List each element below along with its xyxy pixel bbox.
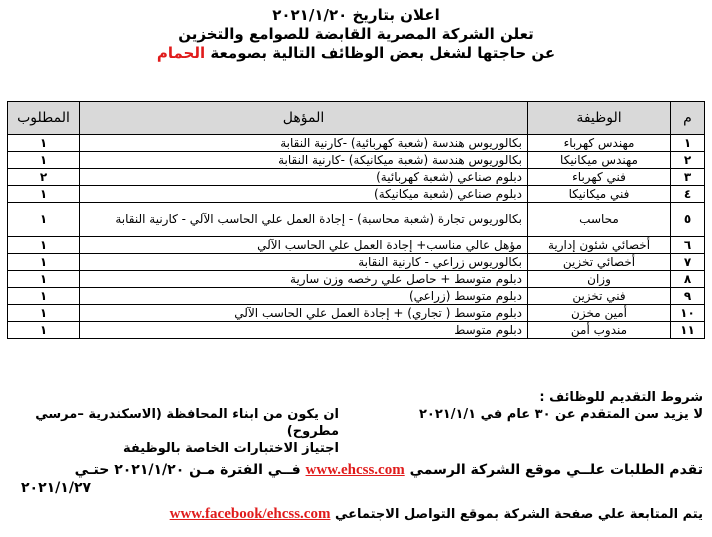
table-row — [8, 135, 705, 152]
header-qualification: المؤهل — [80, 102, 528, 135]
apply-prefix: تقدم الطلبات علــي موقع الشركة الرسمي — [409, 462, 703, 478]
row-qualification: مؤهل عالي مناسب+ إجادة العمل علي الحاسب الآلي — [80, 237, 528, 254]
row-num: ٤ — [671, 186, 705, 203]
age-condition: لا يزيد سن المتقدم عن ٣٠ عام في ٢٠٢١/١/١ — [418, 407, 703, 422]
row-job: مهندس ميكانيكا — [528, 152, 671, 169]
follow-instructions — [9, 506, 703, 523]
row-required: ١ — [8, 135, 80, 152]
row-job: أخصائي شئون إدارية — [528, 237, 671, 254]
row-required: ٢ — [8, 169, 80, 186]
jobs-intro — [0, 44, 712, 63]
table-row — [8, 186, 705, 203]
residence-condition: ان يكون من ابناء المحافظة (الاسكندرية –مرسي مطروح) — [35, 407, 339, 439]
table-row — [8, 322, 705, 339]
row-job: محاسب — [528, 203, 671, 237]
row-num: ١ — [671, 135, 705, 152]
row-required: ١ — [8, 152, 80, 169]
row-required: ١ — [8, 271, 80, 288]
row-qualification: دبلوم متوسط (زراعي) — [80, 288, 528, 305]
row-required: ١ — [8, 288, 80, 305]
row-required: ١ — [8, 237, 80, 254]
conditions-title: شروط التقديم للوظائف : — [539, 390, 703, 405]
row-num: ١٠ — [671, 305, 705, 322]
jobs-intro-text: عن حاجتها لشغل بعض الوظائف التالية بصومعة — [210, 44, 556, 62]
row-job: مهندس كهرباء — [528, 135, 671, 152]
application-conditions — [9, 389, 703, 457]
announcement-date: اعلان بتاريخ ٢٠٢١/١/٢٠ — [272, 6, 440, 24]
row-required: ١ — [8, 305, 80, 322]
table-row — [8, 254, 705, 271]
apply-line — [9, 461, 703, 479]
row-qualification: بكالوريوس هندسة (شعبة كهربائية) -كارنية النقابة — [80, 135, 528, 152]
row-num: ٥ — [671, 203, 705, 237]
row-required: ١ — [8, 203, 80, 237]
tests-condition: اجتياز الاختبارات الخاصة بالوظيفة — [122, 441, 339, 456]
row-qualification: بكالوريوس تجارة (شعبة محاسبة) - إجادة العمل علي الحاسب الآلي - كارنية النقابة — [80, 203, 528, 237]
row-qualification: بكالوريوس هندسة (شعبة ميكانيكة) -كارنية النقابة — [80, 152, 528, 169]
row-qualification: دبلوم صناعي (شعبة كهربائية) — [80, 169, 528, 186]
silo-location: الحمام — [156, 44, 206, 62]
header-job: الوظيفة — [528, 102, 671, 135]
row-num: ١١ — [671, 322, 705, 339]
row-required: ١ — [8, 322, 80, 339]
row-job: فني كهرباء — [528, 169, 671, 186]
row-qualification: دبلوم متوسط ( تجاري) + إجادة العمل علي الحاسب الآلي — [80, 305, 528, 322]
table-row — [8, 305, 705, 322]
table-row — [8, 288, 705, 305]
row-required: ١ — [8, 186, 80, 203]
row-job: فني تخزين — [528, 288, 671, 305]
jobs-table — [7, 101, 705, 339]
apply-end-date: ٢٠٢١/١/٢٧ — [21, 480, 92, 496]
row-required: ١ — [8, 254, 80, 271]
apply-instructions — [9, 461, 703, 497]
conditions-row-2 — [9, 440, 703, 457]
row-job: مندوب أمن — [528, 322, 671, 339]
row-job: أمين مخزن — [528, 305, 671, 322]
announcement-heading — [0, 6, 712, 63]
conditions-row — [9, 406, 703, 440]
row-num: ٨ — [671, 271, 705, 288]
header-required: المطلوب — [8, 102, 80, 135]
table-row — [8, 237, 705, 254]
row-qualification: بكالوريوس زراعي - كارنية النقابة — [80, 254, 528, 271]
row-qualification: دبلوم متوسط + حاصل علي رخصه وزن سارية — [80, 271, 528, 288]
row-num: ٣ — [671, 169, 705, 186]
header-num: م — [671, 102, 705, 135]
row-job: وزان — [528, 271, 671, 288]
row-qualification: دبلوم صناعي (شعبة ميكانيكة) — [80, 186, 528, 203]
facebook-link[interactable]: www.facebook/ehcss.com — [169, 506, 331, 522]
follow-text: يتم المتابعة علي صفحة الشركة بموقع التواصل الاجتماعي — [334, 507, 703, 522]
row-job: فني ميكانيكا — [528, 186, 671, 203]
row-num: ٦ — [671, 237, 705, 254]
website-link[interactable]: www.ehcss.com — [305, 462, 405, 478]
table-row — [8, 152, 705, 169]
row-num: ٩ — [671, 288, 705, 305]
apply-period: فــي الفترة مـن ٢٠٢١/١/٢٠ حتـي — [74, 462, 301, 478]
row-num: ٧ — [671, 254, 705, 271]
row-num: ٢ — [671, 152, 705, 169]
row-qualification: دبلوم متوسط — [80, 322, 528, 339]
table-header-row — [8, 102, 705, 135]
table-row — [8, 203, 705, 237]
table-row — [8, 169, 705, 186]
row-job: أخصائي تخزين — [528, 254, 671, 271]
table-row — [8, 271, 705, 288]
company-announcement: تعلن الشركة المصرية القابضة للصوامع والتخزين — [178, 25, 534, 43]
